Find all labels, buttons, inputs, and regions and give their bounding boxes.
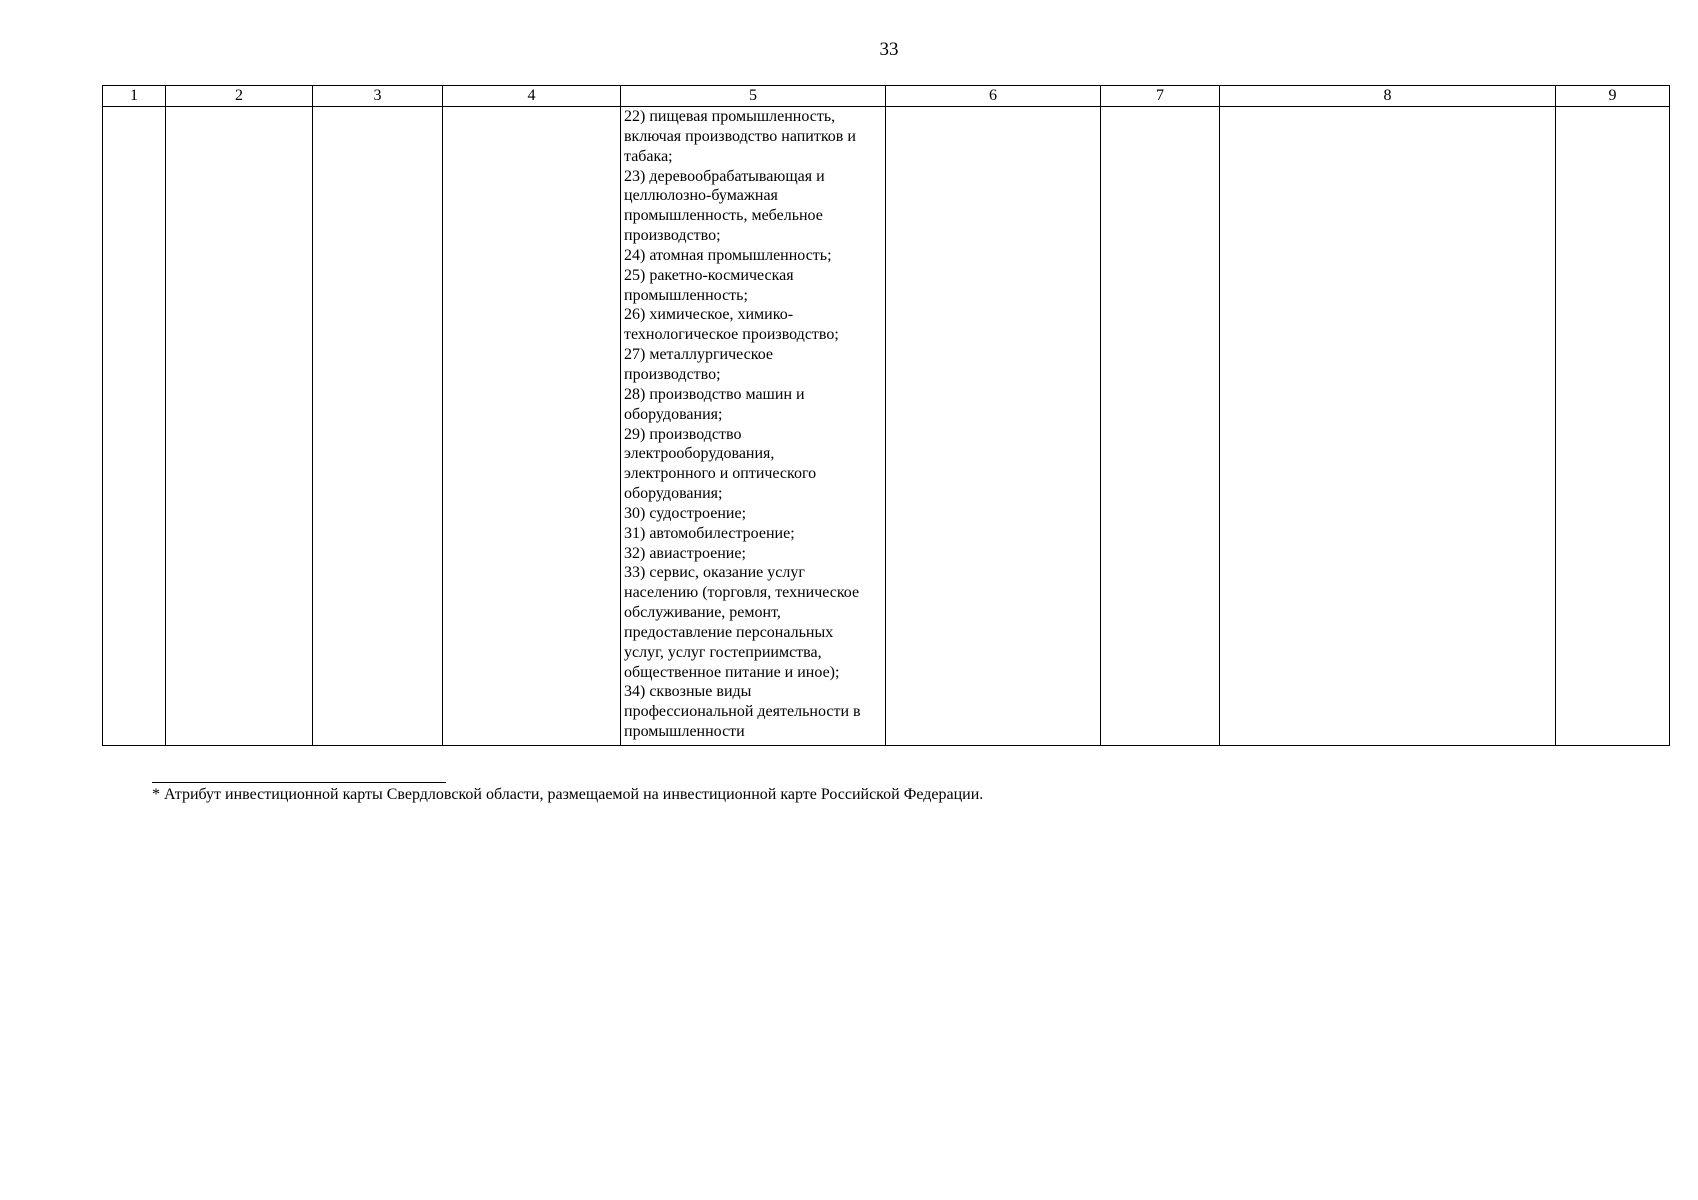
footnote: * Атрибут инвестиционной карты Свердловской области, размещаемой на инвестиционной карте Российской Федерации. [152, 786, 984, 803]
header-row [103, 86, 1670, 107]
column-header: 5 [621, 86, 886, 107]
table-cell [103, 107, 166, 746]
page-number: 33 [879, 39, 899, 60]
table-cell [1556, 107, 1670, 746]
industry-list-line: промышленность, мебельное [624, 207, 823, 225]
industry-list-line: 24) атомная промышленность; [624, 246, 832, 264]
table-cell [1101, 107, 1220, 746]
industry-list-line: 30) судостроение; [624, 504, 747, 522]
industry-list-line: предоставление персональных [624, 623, 834, 641]
industry-list-line: услуг, услуг гостеприимства, [624, 643, 822, 661]
industry-list-line: 23) деревообрабатывающая и [624, 167, 825, 185]
industry-list-line: технологическое производство; [624, 326, 839, 344]
industry-list-line: 31) автомобилестроение; [624, 524, 795, 542]
industry-list-cell [621, 107, 886, 746]
column-header: 7 [1101, 86, 1220, 107]
column-header: 9 [1556, 86, 1670, 107]
industry-list-line: включая производство напитков и [624, 127, 856, 145]
industry-list-line: производство; [624, 227, 721, 245]
footnote-divider [152, 782, 446, 783]
industry-list-line: оборудования; [624, 485, 723, 503]
industry-list-line: 29) производство [624, 425, 742, 443]
industry-list-line: обслуживание, ремонт, [624, 604, 781, 622]
industry-list-line: 32) авиастроение; [624, 544, 746, 562]
industry-list-line: 34) сквозные виды [624, 683, 752, 701]
table-cell [1220, 107, 1556, 746]
table-row [103, 107, 1670, 746]
industry-list-line: целлюлозно-бумажная [624, 187, 778, 205]
column-header: 1 [103, 86, 166, 107]
industry-list-line: табака; [624, 147, 673, 165]
industry-list-line: оборудования; [624, 405, 723, 423]
industry-list-line: электрооборудования, [624, 445, 775, 463]
data-table [102, 85, 1670, 746]
column-header: 2 [166, 86, 313, 107]
industry-list-line: электронного и оптического [624, 465, 817, 483]
industry-list-line: промышленность; [624, 286, 748, 304]
column-header: 6 [886, 86, 1101, 107]
industry-list [621, 107, 885, 742]
industry-list-line: профессиональной деятельности в [624, 703, 861, 721]
table-cell [886, 107, 1101, 746]
table-cell [166, 107, 313, 746]
industry-list-line: промышленности [624, 723, 745, 741]
industry-list-line: 26) химическое, химико- [624, 306, 794, 324]
column-header: 3 [313, 86, 443, 107]
industry-list-line: 25) ракетно-космическая [624, 266, 794, 284]
industry-list-line: 33) сервис, оказание услуг [624, 564, 805, 582]
table-cell [443, 107, 621, 746]
industry-list-line: населению (торговля, техническое [624, 584, 860, 602]
table-cell [313, 107, 443, 746]
column-header: 4 [443, 86, 621, 107]
industry-list-line: 28) производство машин и [624, 385, 805, 403]
industry-list-line: 27) металлургическое [624, 346, 773, 364]
industry-list-line: производство; [624, 365, 721, 383]
industry-list-line: общественное питание и иное); [624, 663, 840, 681]
industry-list-line: 22) пищевая промышленность, [624, 108, 836, 125]
column-header: 8 [1220, 86, 1556, 107]
